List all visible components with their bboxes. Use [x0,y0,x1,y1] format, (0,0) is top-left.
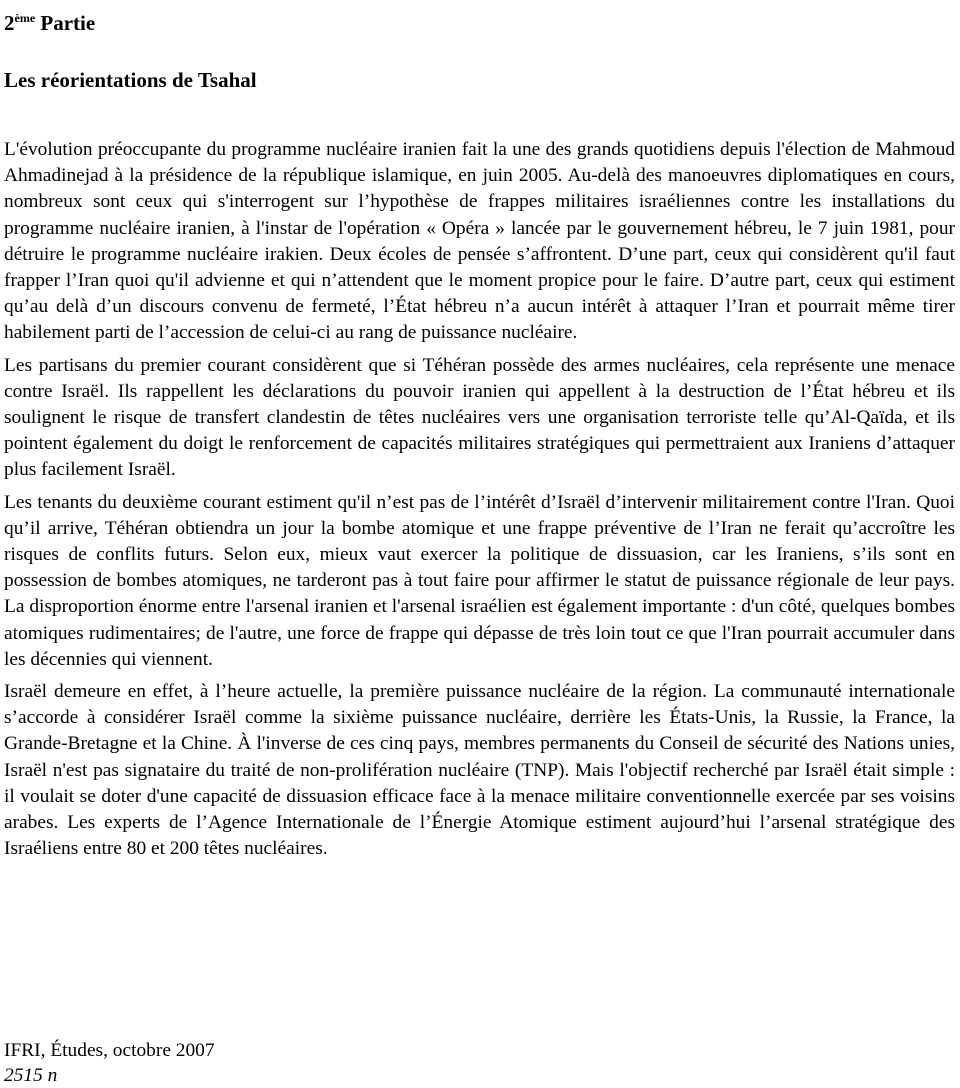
paragraph-4: Israël demeure en effet, à l’heure actuelle, la première puissance nucléaire de la région. La communauté internationale s’accorde à considérer Israël comme la sixième puissance nucléaire, derrière les États-Unis, la Russie, la France, la Grande-Bretagne et la Chine. À l'inverse de ces cinq pays, membres permanents du Conseil de sécurité des Nations unies, Israël n'est pas signataire du traité de non-prolifération nucléaire (TNP). Mais l'objectif recherché par Israël était simple : il voulait se doter d'une capacité de dissuasion efficace face à la menace militaire conventionnelle exercée par ses voisins arabes. Les experts de l’Agence Internationale de l’Énergie Atomique estiment aujourd’hui l’arsenal stratégique des Israéliens entre 80 et 200 têtes nucléaires. [4,681,955,860]
paragraph-3: Les tenants du deuxième courant estiment qu'il n’est pas de l’intérêt d’Israël d’intervenir militairement contre l'Iran. Quoi qu’il arrive, Téhéran obtiendra un jour la bombe atomique et une frappe préventive de l’Iran ne ferait qu’accroître les risques de conflits futurs. Selon eux, mieux vaut exercer la politique de dissuasion, car les Iraniens, s’ils sont en possession de bombes atomiques, ne tarderont pas à tout faire pour affirmer le statut de puissance régionale de leur pays. La disproportion énorme entre l'arsenal iranien et l'arsenal israélien est également importante : d'un côté, quelques bombes atomiques rudimentaires; de l'autre, une force de frappe qui dépasse de très loin tout ce que l'Iran pourrait accumuler dans les décennies qui viennent. [4,491,955,670]
part-word: Partie [40,11,96,35]
paragraph-2: Les partisans du premier courant considèrent que si Téhéran possède des armes nucléaires, cela représente une menace contre Israël. Ils rappellent les déclarations du pouvoir iranien qui appellent à la destruction de l’État hébreu et ils soulignent le risque de transfert clandestin de têtes nucléaires vers une organisation terroriste telle qu’Al-Qaïda, et ils pointent également du doigt le renforcement de capacités militaires stratégiques qui permettraient aux Iraniens d’attaquer plus facilement Israël. [4,354,955,481]
part-number: 2 [4,11,15,35]
part-suffix: ème [14,11,36,25]
footer-page-number: 2515 n [4,1065,58,1086]
footer-source: IFRI, Études, octobre 2007 [4,1040,215,1061]
part-heading [4,4,95,37]
section-title: Les réorientations de Tsahal [4,68,257,92]
footer [4,1038,215,1088]
body-text [4,137,955,868]
paragraph-1: L'évolution préoccupante du programme nucléaire iranien fait la une des grands quotidiens depuis l'élection de Mahmoud Ahmadinejad à la présidence de la république islamique, en juin 2005. Au-delà des manoeuvres diplomatiques en cours, nombreux sont ceux qui s'interrogent sur l’hypothèse de frappes militaires israéliennes contre les installations du programme nucléaire iranien, à l'instar de l'opération « Opéra » lancée par le gouvernement hébreu, le 7 juin 1981, pour détruire le programme nucléaire irakien. Deux écoles de pensée s’affrontent. D’une part, ceux qui considèrent qu'il faut frapper l’Iran quoi qu'il advienne et qui n’attendent que le moment propice pour le faire. D’autre part, ceux qui estiment qu’au delà d’un discours convenu de fermeté, l’État hébreu n’a aucun intérêt à attaquer l’Iran et pourrait même tirer habilement parti de l’accession de celui-ci au rang de puissance nucléaire. [4,139,955,344]
